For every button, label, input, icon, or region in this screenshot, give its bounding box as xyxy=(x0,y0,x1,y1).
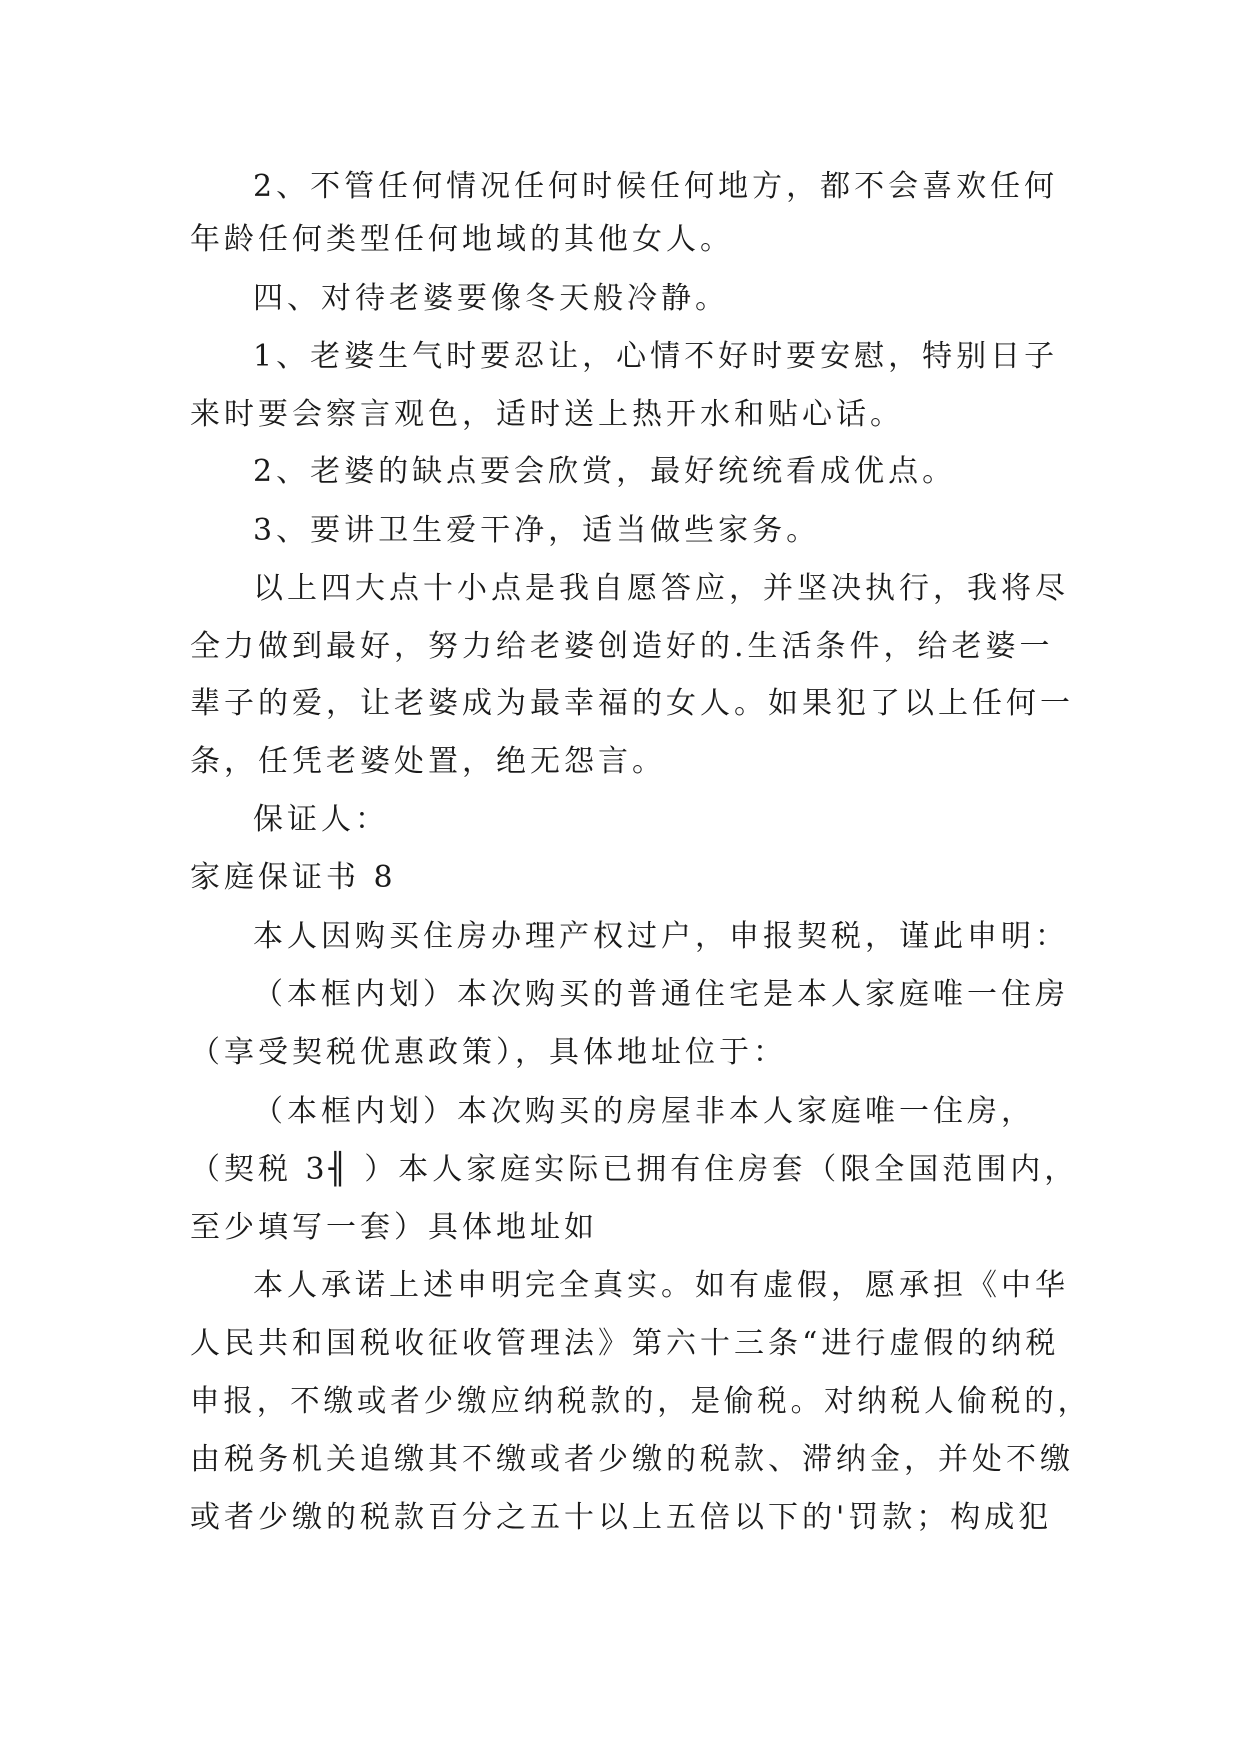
text-line: 以上四大点十小点是我自愿答应，并坚决执行，我将尽 xyxy=(253,571,1069,606)
text-line: 辈子的爱，让老婆成为最幸福的女人。如果犯了以上任何一 xyxy=(190,686,1074,721)
text-line: 至少填写一套）具体地址如 xyxy=(190,1210,598,1245)
text-line: 本人因购买住房办理产权过户，申报契税，谨此申明： xyxy=(253,919,1069,954)
text-line: 2、老婆的缺点要会欣赏，最好统统看成优点。 xyxy=(253,454,957,489)
text-line: 2、不管任何情况任何时候任何地方，都不会喜欢任何 xyxy=(253,169,1059,204)
text-line: 全力做到最好，努力给老婆创造好的.生活条件，给老婆一 xyxy=(190,629,1054,664)
text-line: 条，任凭老婆处置，绝无怨言。 xyxy=(190,744,666,779)
text-line: 申报，不缴或者少缴应纳税款的，是偷税。对纳税人偷税的， xyxy=(190,1384,1092,1419)
text-line: （本框内划）本次购买的房屋非本人家庭唯一住房， xyxy=(253,1094,1035,1129)
text-line: 3、要讲卫生爱干净，适当做些家务。 xyxy=(253,513,821,548)
text-line: 1、老婆生气时要忍让，心情不好时要安慰，特别日子 xyxy=(253,339,1059,374)
section-heading: 四、对待老婆要像冬天般冷静。 xyxy=(253,281,729,316)
text-line: 或者少缴的税款百分之五十以上五倍以下的'罚款；构成犯 xyxy=(190,1500,1053,1535)
text-line: 年龄任何类型任何地域的其他女人。 xyxy=(190,222,734,257)
text-line: 本人承诺上述申明完全真实。如有虚假，愿承担《中华 xyxy=(253,1268,1069,1303)
text-line: （本框内划）本次购买的普通住宅是本人家庭唯一住房 xyxy=(253,977,1069,1012)
text-line: （享受契税优惠政策），具体地址位于： xyxy=(190,1035,787,1070)
document-title: 家庭保证书 8 xyxy=(190,860,397,895)
text-line: （契税 3╢ ）本人家庭实际已拥有住房套（限全国范围内， xyxy=(190,1152,1079,1187)
text-line: 由税务机关追缴其不缴或者少缴的税款、滞纳金，并处不缴 xyxy=(190,1442,1074,1477)
text-line: 人民共和国税收征收管理法》第六十三条“进行虚假的纳税 xyxy=(190,1326,1060,1361)
signature-label: 保证人： xyxy=(253,802,389,837)
text-line: 来时要会察言观色，适时送上热开水和贴心话。 xyxy=(190,397,904,432)
